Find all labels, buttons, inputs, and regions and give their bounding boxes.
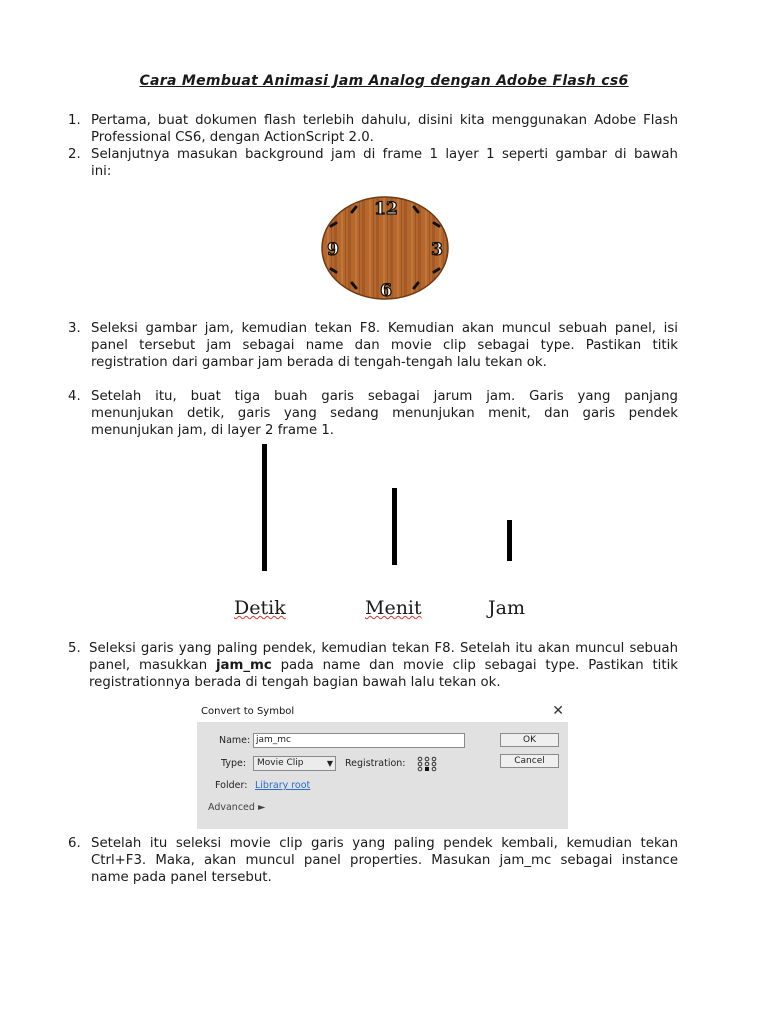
dialog-title: Convert to Symbol <box>201 706 295 717</box>
step-number: 1. <box>68 113 81 128</box>
step-number: 6. <box>68 836 81 851</box>
step-line: panel tersebut jam sebagai name dan movie clip sebagai type. Pastikan titik <box>91 338 678 353</box>
step-text: Seleksi garis yang paling pendek, kemudian tekan F8. Setelah itu akan muncul sebuah panel, masukkan <box>89 641 678 673</box>
step-line: menunjukan detik, garis yang sedang menunjukan menit, dan garis pendek <box>91 406 678 421</box>
clock-number-6: 6 <box>380 281 392 301</box>
step-3 <box>68 320 678 371</box>
chevron-down-icon: ▼ <box>326 759 333 768</box>
step-line: Setelah itu, buat tiga buah garis sebagai jarum jam. Garis yang panjang <box>91 389 678 404</box>
hand-label-jam: Jam <box>488 597 525 619</box>
step-line: Selanjutnya masukan background jam di frame 1 layer 1 seperti gambar di bawah <box>91 147 678 162</box>
step-line: menunjukan jam, di layer 2 frame 1. <box>91 423 335 438</box>
hour-hand-bar <box>507 520 512 561</box>
step-number: 5. <box>68 641 81 656</box>
clock-number-12: 12 <box>374 199 398 219</box>
ok-button[interactable]: OK <box>500 733 559 747</box>
hand-label-detik: Detik <box>234 597 286 619</box>
library-root-link[interactable]: Library root <box>255 780 311 791</box>
minute-hand-bar <box>392 488 397 565</box>
name-label: Name: <box>219 735 251 746</box>
folder-label: Folder: <box>215 780 248 791</box>
step-text: pada name dan movie clip sebagai type. Pastikan titik registrationnya berada di tengah bagian bawah lalu tekan ok. <box>89 658 678 690</box>
step-line: Ctrl+F3. Maka, akan muncul panel properties. Masukan jam_mc sebagai instance <box>91 853 678 868</box>
step-2 <box>68 146 678 180</box>
step-1 <box>68 112 678 146</box>
advanced-toggle[interactable]: Advanced ► <box>208 802 266 813</box>
second-hand-bar <box>262 444 267 571</box>
step-4 <box>68 388 678 439</box>
type-select[interactable] <box>253 756 336 771</box>
step-line: Setelah itu seleksi movie clip garis yang paling pendek kembali, kemudian tekan <box>91 836 678 851</box>
step-line: Professional CS6, dengan ActionScript 2.0. <box>91 130 374 145</box>
step-line: Seleksi gambar jam, kemudian tekan F8. Kemudian akan muncul sebuah panel, isi <box>91 321 678 336</box>
clock-number-9: 9 <box>327 240 339 260</box>
clock-background-image <box>320 195 450 301</box>
clock-number-3: 3 <box>431 240 443 260</box>
step-line: registration dari gambar jam berada di tengah-tengah lalu tekan ok. <box>91 355 547 370</box>
step-number: 3. <box>68 321 81 336</box>
step-6 <box>68 835 678 886</box>
document-title: Cara Membuat Animasi Jam Analog dengan Adobe Flash cs6 <box>139 73 629 89</box>
step-number: 2. <box>68 147 81 162</box>
step-number: 4. <box>68 389 81 404</box>
name-input[interactable]: jam_mc <box>253 733 465 748</box>
registration-label: Registration: <box>345 758 406 769</box>
clock-face-graphic <box>320 195 450 301</box>
close-icon[interactable]: ✕ <box>552 703 564 719</box>
dialog-titlebar <box>197 702 568 722</box>
cancel-button[interactable]: Cancel <box>500 754 559 768</box>
step-line: Pertama, buat dokumen flash terlebih dahulu, disini kita menggunakan Adobe Flash <box>91 113 678 128</box>
step-paragraph <box>89 640 678 691</box>
type-select-value: Movie Clip <box>257 758 304 768</box>
convert-to-symbol-dialog <box>197 702 568 829</box>
hand-label-menit: Menit <box>365 597 422 619</box>
type-label: Type: <box>221 758 247 769</box>
step-bold-text: jam_mc <box>215 658 272 673</box>
step-5 <box>68 640 678 691</box>
registration-grid-icon[interactable] <box>417 756 437 772</box>
step-line: ini: <box>91 164 112 179</box>
step-line: name pada panel tersebut. <box>91 870 272 885</box>
